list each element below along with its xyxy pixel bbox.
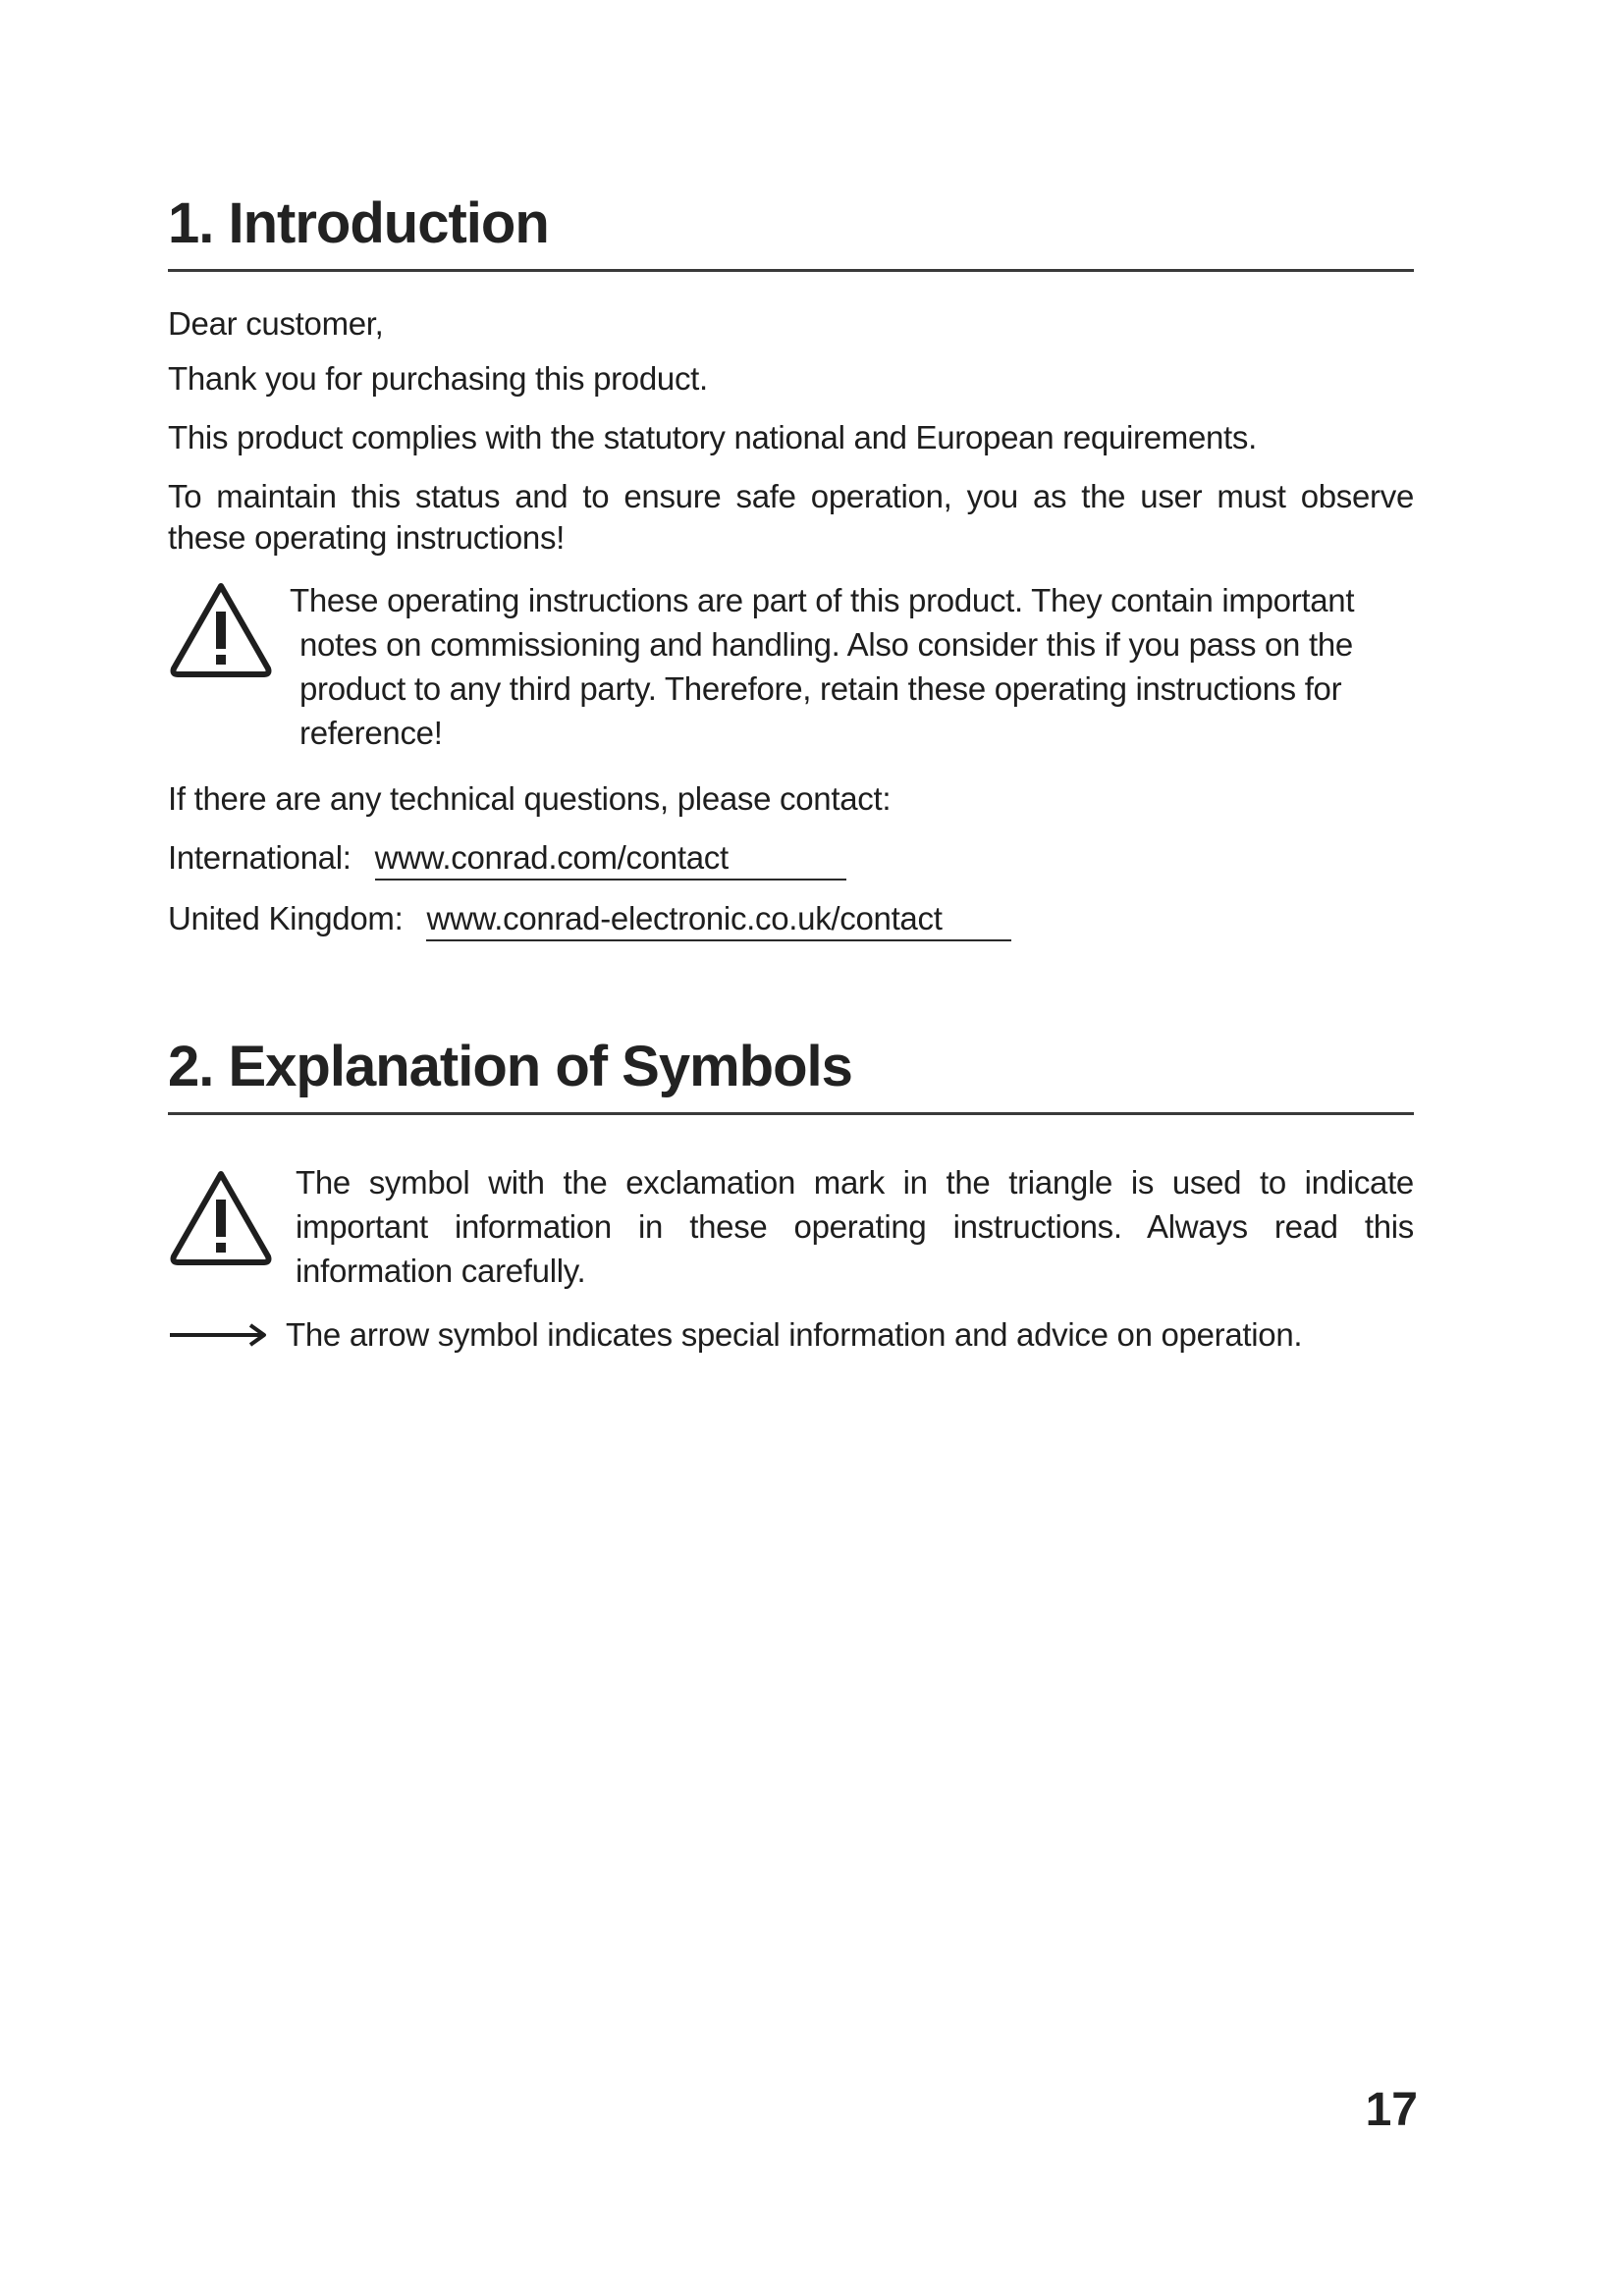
arrow-right-icon	[168, 1320, 270, 1350]
contact-label-uk: United Kingdom:	[168, 899, 404, 936]
compliance-text: This product complies with the statutory national and European requirements.	[168, 418, 1257, 455]
section-title-symbols: 2. Explanation of Symbols	[168, 1036, 1414, 1115]
page-content	[168, 192, 1414, 1356]
page-number: 17	[1365, 2084, 1418, 2136]
thanks-text: Thank you for purchasing this product.	[168, 359, 708, 397]
arrow-symbol-block	[168, 1314, 1414, 1356]
warning-note-text: These operating instructions are part of this product. They contain important notes on commissioning and handling. Also consider this if you pass on the product to any third party. Therefore, retain these operating instructions for reference!	[290, 581, 1355, 751]
arrow-symbol-text: The arrow symbol indicates special information and advice on operation.	[286, 1315, 1303, 1353]
contact-row-uk	[168, 898, 1414, 941]
section-title-introduction: 1. Introduction	[168, 192, 1414, 272]
contact-label-international: International:	[168, 838, 352, 876]
warning-symbol-text: The symbol with the exclamation mark in the triangle is used to indicate important information in these operating instructions. Always read this information carefully.	[296, 1163, 1414, 1289]
contact-row-international	[168, 837, 1414, 881]
contact-link-international[interactable]: www.conrad.com/contact	[375, 837, 846, 881]
contact-intro-text: If there are any technical questions, please contact:	[168, 779, 892, 817]
warning-triangle-icon	[168, 578, 274, 680]
maintain-text: To maintain this status and to ensure safe operation, you as the user must observe these operating instructions!	[168, 477, 1414, 556]
greeting-text: Dear customer,	[168, 304, 384, 342]
warning-symbol-block	[168, 1163, 1414, 1293]
warning-triangle-icon	[168, 1166, 274, 1268]
contact-link-uk[interactable]: www.conrad-electronic.co.uk/contact	[426, 898, 1010, 941]
warning-note-block	[168, 578, 1414, 755]
